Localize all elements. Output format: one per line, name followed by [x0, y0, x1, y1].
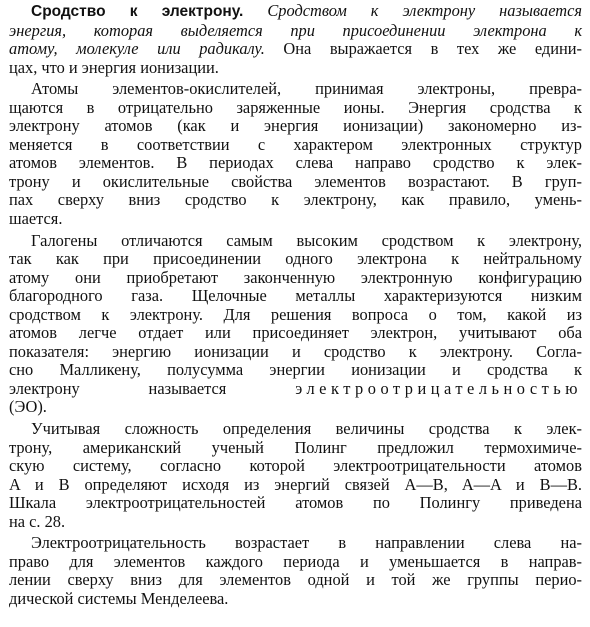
- text-line: (ЭО).: [9, 397, 47, 417]
- body-text: Она выражается в тех же едини-: [283, 39, 583, 59]
- text-line: право для элементов каждого периода и уменьшается в направ-: [9, 551, 582, 571]
- text-line: так как при присоединении одного электрона к нейтральному: [9, 249, 582, 269]
- body-text: электрону называется: [9, 378, 227, 398]
- text-line: атому они приобретают законченную электронную конфигурацию: [9, 267, 582, 287]
- text-line: меняется в соответствии с характером электронных структур: [9, 134, 582, 154]
- text-line: [9, 2, 582, 22]
- paragraph-oxidizers: [9, 80, 582, 228]
- text-line: Учитывая сложность определения величины сродства к элек-: [31, 419, 582, 439]
- definition-text: Сродством к электрону называется: [267, 1, 582, 20]
- text-line: Электроотрицательность возрастает в направлении слева на-: [31, 533, 582, 553]
- text-line: атомов легче отдает или присоединяет электрон, учитывают оба: [9, 323, 582, 343]
- paragraph-pauling: [9, 420, 582, 531]
- text-line: щаются в отрицательно заряженные ионы. Энергия сродства к: [9, 97, 582, 117]
- definition-text: энергия, которая выделяется при присоединении электрона к: [9, 20, 582, 40]
- text-line: показателя: энергию ионизации и сродство к электрону. Согла-: [9, 341, 582, 361]
- text-line: сродством к электрону. Для решения вопроса о том, какой из: [9, 304, 582, 324]
- paragraph-electron-affinity-definition: [9, 2, 582, 77]
- text-line: Галогены отличаются самым высоким сродством к электрону,: [31, 230, 582, 250]
- text-line: атомов элементов. В периодах слева направо сродство к элек-: [9, 153, 582, 173]
- text-line: [9, 40, 582, 59]
- text-line: электрону атомов (как и энергия ионизации) закономерно из-: [9, 116, 582, 136]
- text-line: Шкала электроотрицательностей атомов по Полингу приведена: [9, 493, 582, 513]
- text-line: скую систему, согласно которой электроотрицательности атомов: [9, 456, 582, 476]
- paragraph-electronegativity-trend: [9, 534, 582, 608]
- text-line: благородного газа. Щелочные металлы характеризуются низким: [9, 286, 582, 306]
- text-line: цах, что и энергия ионизации.: [9, 57, 219, 77]
- text-line: пах сверху вниз сродство к электрону, как правило, умень-: [9, 190, 582, 210]
- text-line: шается.: [9, 209, 63, 229]
- text-line: A и B определяют исходя из энергий связей A—B, A—A и B—B.: [9, 474, 582, 494]
- text-line: трону, американский ученый Полинг предложил термохимиче-: [9, 437, 582, 457]
- text-line: лении сверху вниз для элементов одной и той же группы перио-: [9, 570, 582, 590]
- text-line: трону и окислительные свойства элементов возрастают. В груп-: [9, 171, 582, 191]
- text-line: дической системы Менделеева.: [9, 588, 229, 608]
- paragraph-halogens: [9, 232, 582, 417]
- section-heading: Сродство к электрону.: [31, 3, 244, 20]
- text-line: [9, 380, 582, 399]
- spaced-term: электроотрицательностью: [295, 378, 582, 398]
- text-line: сно Малликену, полусумма энергии ионизации и сродства к: [9, 360, 582, 380]
- definition-text: атому, молекуле или радикалу.: [9, 39, 265, 59]
- text-line: на с. 28.: [9, 511, 66, 531]
- text-line: Атомы элементов-окислителей, принимая электроны, превра-: [31, 79, 582, 99]
